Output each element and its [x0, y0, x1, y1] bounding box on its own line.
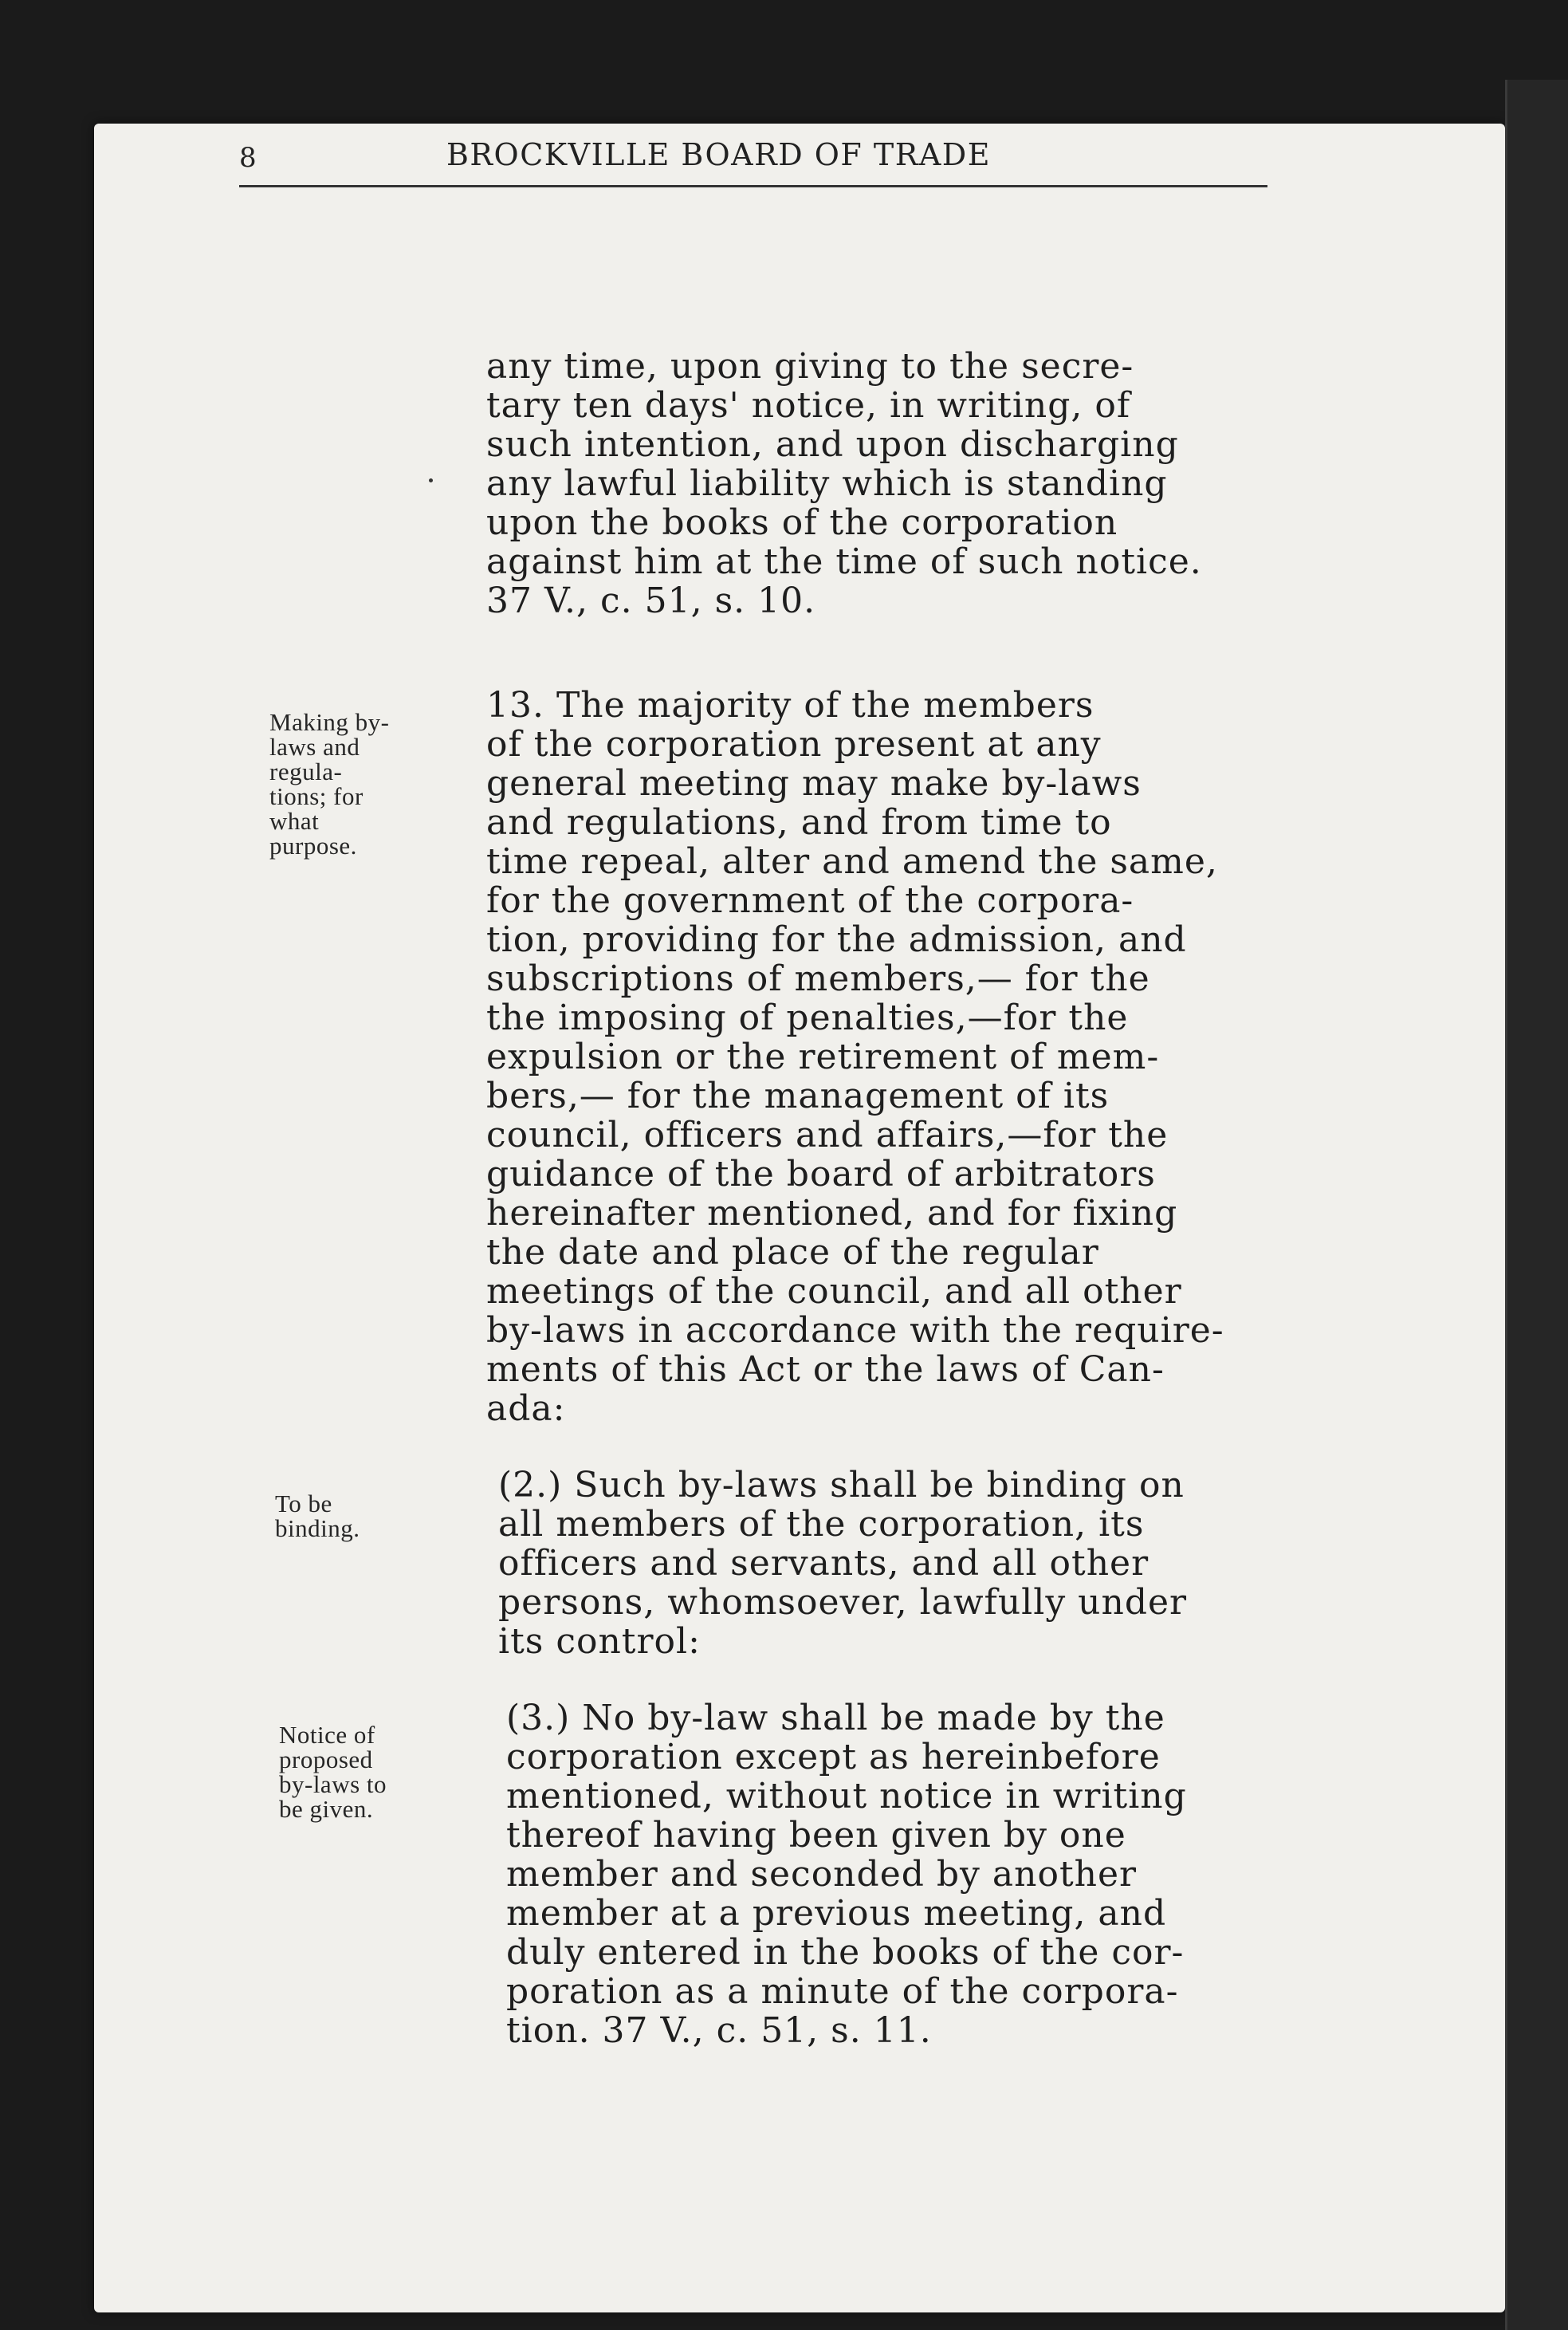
text-line: (3.) No by-law shall be made by the — [506, 1698, 1165, 1738]
text-line: against him at the time of such notice. — [486, 541, 1202, 582]
text-line: tion. 37 V., c. 51, s. 11. — [506, 2010, 932, 2051]
text-line: thereof having been given by one — [506, 1815, 1126, 1856]
text-line: guidance of the board of arbitrators — [486, 1154, 1156, 1195]
margin-note-making-bylaws — [269, 710, 390, 858]
margin-note-line: regula- — [269, 758, 343, 785]
margin-note-line: proposed — [279, 1746, 373, 1773]
text-line: (2.) Such by-laws shall be binding on — [498, 1465, 1185, 1505]
facing-page-edge — [1505, 80, 1568, 2330]
text-line: poration as a minute of the corpora- — [506, 1971, 1179, 2012]
paragraph-subsection-2 — [498, 1466, 1187, 1661]
text-line: of the corporation present at any — [486, 724, 1102, 765]
text-line: the date and place of the regular — [486, 1232, 1099, 1273]
margin-note-line: tions; for — [269, 782, 364, 810]
margin-note-notice-of-bylaws — [279, 1722, 387, 1821]
text-line: such intention, and upon discharging — [486, 424, 1179, 465]
text-line: 37 V., c. 51, s. 10. — [486, 581, 816, 621]
text-line: upon the books of the corporation — [486, 502, 1118, 543]
margin-note-line: what — [269, 807, 320, 835]
text-line: member at a previous meeting, and — [506, 1893, 1167, 1934]
header-rule — [239, 185, 1267, 187]
text-line: its control: — [498, 1621, 701, 1662]
text-line: mentioned, without notice in writing — [506, 1776, 1187, 1816]
text-line: for the government of the corpora- — [486, 880, 1134, 921]
margin-note-line: laws and — [269, 733, 360, 761]
text-line: meetings of the council, and all other — [486, 1271, 1182, 1312]
text-line: council, officers and affairs,—for the — [486, 1115, 1169, 1155]
text-line: any lawful liability which is standing — [486, 463, 1168, 504]
text-line: bers,— for the management of its — [486, 1076, 1110, 1116]
text-line: member and seconded by another — [506, 1854, 1138, 1895]
paragraph-section-13 — [486, 686, 1224, 1428]
paragraph-subsection-3 — [506, 1698, 1187, 2050]
text-line: expulsion or the retirement of mem- — [486, 1037, 1160, 1077]
text-line: officers and servants, and all other — [498, 1543, 1149, 1584]
text-line: hereinafter mentioned, and for fixing — [486, 1193, 1178, 1234]
text-line: tion, providing for the admission, and — [486, 919, 1187, 960]
margin-note-line: Notice of — [279, 1721, 375, 1749]
margin-note-line: by-laws to — [279, 1770, 387, 1798]
margin-note-line: To be — [275, 1490, 332, 1517]
text-line: ments of this Act or the laws of Can- — [486, 1349, 1165, 1390]
margin-note-line: Making by- — [269, 708, 390, 736]
margin-dot — [429, 478, 433, 482]
text-line: subscriptions of members,— for the — [486, 958, 1150, 999]
text-line: ada: — [486, 1388, 566, 1429]
paragraph-continuation — [486, 347, 1202, 620]
text-line: by-laws in accordance with the require- — [486, 1310, 1224, 1351]
text-line: the imposing of penalties,—for the — [486, 998, 1129, 1038]
margin-note-line: binding. — [275, 1514, 360, 1542]
text-line: tary ten days' notice, in writing, of — [486, 385, 1131, 426]
margin-note-to-be-binding — [275, 1491, 360, 1541]
text-line: any time, upon giving to the secre- — [486, 346, 1134, 387]
text-line: time repeal, alter and amend the same, — [486, 841, 1218, 882]
text-line: 13. The majority of the members — [486, 685, 1094, 726]
running-title: BROCKVILLE BOARD OF TRADE — [446, 137, 991, 172]
text-line: all members of the corporation, its — [498, 1504, 1145, 1545]
margin-note-line: be given. — [279, 1795, 374, 1823]
text-line: and regulations, and from time to — [486, 802, 1112, 843]
text-line: corporation except as hereinbefore — [506, 1737, 1161, 1777]
margin-note-line: purpose. — [269, 832, 357, 860]
text-line: persons, whomsoever, lawfully under — [498, 1582, 1188, 1623]
text-line: duly entered in the books of the cor- — [506, 1932, 1185, 1973]
text-line: general meeting may make by-laws — [486, 763, 1142, 804]
page-number: 8 — [239, 142, 257, 174]
